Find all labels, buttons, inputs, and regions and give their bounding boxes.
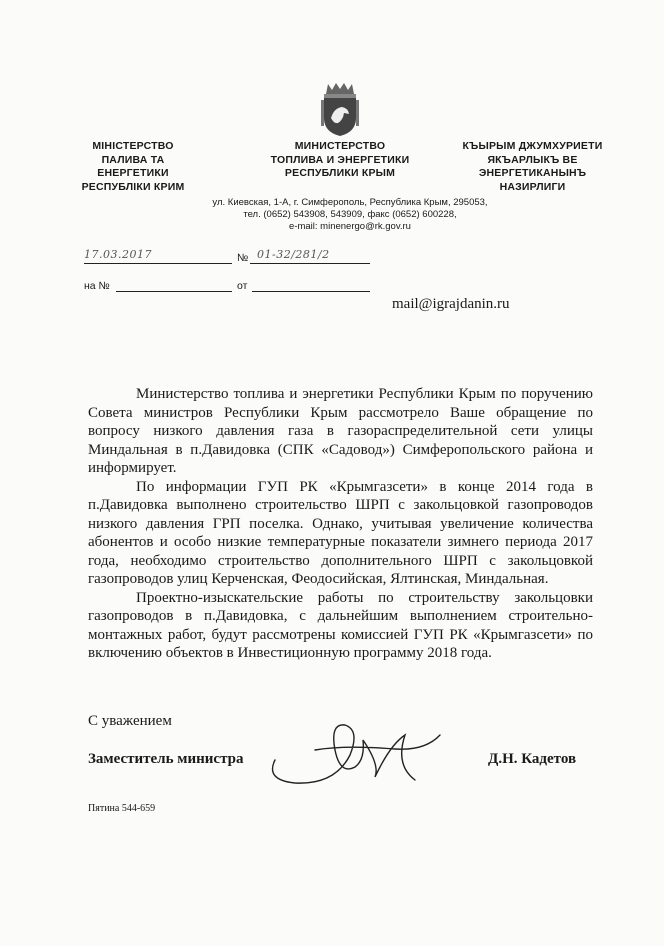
crimea-coat-of-arms-icon: [318, 80, 362, 138]
handwritten-date: 17.03.2017: [84, 248, 152, 261]
date-line: [84, 263, 232, 264]
number-label: №: [237, 252, 249, 264]
body-paragraph: По информации ГУП РК «Крымгазсети» в конце 2014 года в п.Давидовка выполнено строительство ШРП с закольцовкой газопроводов низкого давления ГРП поселка. Однако, учитывая увеличение количества абонентов и особо низкие температурные показатели зимнего периода 2017 года, необходимо строительство дополнительного ШРП с закольцовкой газопроводов улиц Керченская, Феодосийская, Ялтинская, Миндальная.: [88, 478, 593, 587]
ref-date-label: от: [237, 280, 248, 292]
handwritten-signature: [255, 705, 455, 795]
recipient-email: mail@igrajdanin.ru: [392, 296, 510, 312]
executor-note: Пятина 544-659: [88, 803, 156, 814]
number-line: [250, 263, 370, 264]
ref-date-line: [252, 291, 370, 292]
signatory-name: Д.Н. Кадетов: [488, 751, 577, 767]
ministry-name-ukrainian: МІНІСТЕРСТВО ПАЛИВА ТА ЕНЕРГЕТИКИ РЕСПУБЛІКИ КРИМ: [81, 140, 185, 193]
ref-number-line: [116, 291, 232, 292]
ref-number-label: на №: [84, 280, 110, 292]
body-paragraph: Проектно-изыскательские работы по строительству закольцовки газопроводов в п.Давидовка, с дальнейшим выполнением строительно-монтажных работ, будут рассмотрены комиссией ГУП РК «Крымгазсети» по включению объектов в Инвестиционную программу 2018 года.: [88, 589, 593, 661]
closing-phrase: С уважением: [88, 713, 172, 729]
body-paragraph: Министерство топлива и энергетики Республики Крым по поручению Совета министров Республики Крым рассмотрело Ваше обращение по вопросу низкого давления газа в газораспределительной сети улицы Миндальная в п.Давидовка (СПК «Садовод») Симферопольского района и информирует.: [88, 386, 593, 476]
letter-body: [88, 385, 593, 663]
ministry-address: ул. Киевская, 1-А, г. Симферополь, Республика Крым, 295053, тел. (0652) 543908, 543909, факс (0652) 600228, e-mail: minenergo@rk.gov.ru: [212, 197, 488, 232]
handwritten-number: 01-32/281/2: [257, 248, 330, 261]
signatory-title: Заместитель министра: [88, 751, 244, 767]
ministry-name-crimean-tatar: КЪЫРЫМ ДЖУМХУРИЕТИ ЯКЪАРЛЫКЪ ВЕ ЭНЕРГЕТИКАНЫНЪ НАЗИРЛИГИ: [462, 140, 603, 193]
ministry-name-russian: МИНИСТЕРСТВО ТОПЛИВА И ЭНЕРГЕТИКИ РЕСПУБЛИКИ КРЫМ: [270, 140, 410, 179]
